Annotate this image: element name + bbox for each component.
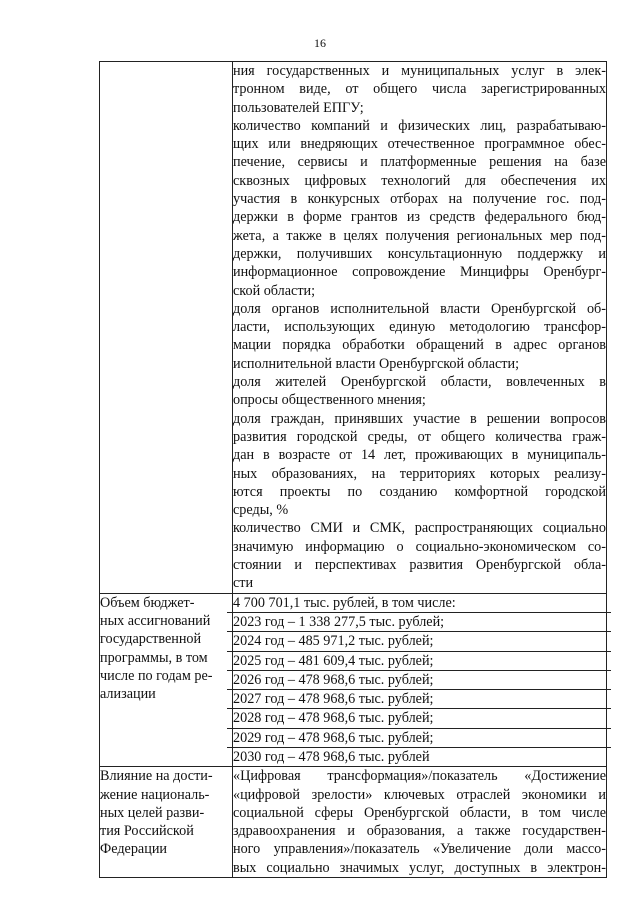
row2-value-cell [233,593,607,767]
national-goals-label-line: тия Российской [100,823,194,840]
row1-label-cell [100,62,233,594]
national-goals-label-line: ных целей разви- [100,804,205,821]
indicators-text-line: исполнительной власти Оренбургской области; [233,355,520,372]
national-goals-label-line: Влияние на дости- [100,768,213,785]
indicators-text-line: доля органов исполнительной власти Оренбургской об- [233,300,606,317]
national-goals-text-line: ного управления»/показатель «Увеличение доли массо- [233,841,606,858]
national-goals-text [233,767,606,877]
budget-label-line: государственной [100,631,202,648]
indicators-text-line: сквозных цифровых технологий для обеспечения их [233,172,606,189]
row3-value-cell [233,767,607,878]
indicators-text-line: значимую информацию о социально-экономическом со- [233,538,606,555]
row1-value-cell [233,62,607,594]
budget-year-line: 2030 год – 478 968,6 тыс. рублей [233,748,430,765]
indicators-text-line: информационное сопровождение Минцифры Оренбург- [233,264,606,281]
budget-total: 4 700 701,1 тыс. рублей, в том числе: [227,594,611,613]
budget-label-line: ных ассигнований [100,612,211,629]
indicators-text-line: стоянии и перспективах развития Оренбургской обла- [233,557,606,574]
table-row-budget [100,593,607,767]
national-goals-label [100,767,232,858]
indicators-text-line: печение, сервисы и платформенные решения на базе [233,154,606,171]
budget-years-list [233,613,606,766]
national-goals-label-line: Федерации [100,841,168,858]
budget-label-line: ализации [100,686,156,703]
table-row-national-goals [100,767,607,878]
indicators-text-line: доля граждан, принявших участие в решении вопросов [233,410,606,427]
indicators-text-line: доля жителей Оренбургской области, вовлеченных в [233,374,606,391]
indicators-text [233,62,606,593]
budget-year-line: 2025 год – 481 609,4 тыс. рублей; [227,652,611,671]
national-goals-text-line: «цифровой зрелости» ключевых отраслей экономики и [233,786,606,803]
budget-year-line: 2024 год – 485 971,2 тыс. рублей; [227,632,611,651]
indicators-text-line: жета, а также в целях получения региональных мер под- [233,227,606,244]
indicators-text-line: дан в возрасте от 14 лет, проживающих в муниципаль- [233,447,606,464]
national-goals-text-line: социальной сферы Оренбургской области, в том числе [233,804,606,821]
budget-year-line: 2029 год – 478 968,6 тыс. рублей; [227,729,611,748]
budget-label-line: числе по годам ре- [100,667,213,684]
page-number: 16 [314,36,326,50]
budget-year-line: 2027 год – 478 968,6 тыс. рублей; [227,690,611,709]
indicators-text-line: держки, получивших консультационную поддержку и [233,245,606,262]
indicators-text-line: развития городской среды, от общего количества граж- [233,428,606,445]
national-goals-label-line: жение националь- [100,786,210,803]
indicators-text-line: количество СМИ и СМК, распространяющих социально [233,520,606,537]
indicators-text-line: количество компаний и физических лиц, разрабатываю- [233,117,606,134]
table-row-indicators [100,62,607,594]
row3-label-cell [100,767,233,878]
indicators-text-line: мации порядка обработки обращений в адрес органов [233,337,606,354]
national-goals-text-line: «Цифровая трансформация»/показатель «Достижение [233,768,606,785]
indicators-text-line: ются проекты по созданию комфортной городской [233,483,606,500]
row2-label-cell [100,593,233,767]
indicators-text-line: сти [233,575,254,592]
indicators-text-line: пользователей ЕПГУ; [233,99,364,116]
indicators-text-line: держки в форме грантов из средств федерального бюд- [233,209,606,226]
budget-label-line: программы, в том [100,649,208,666]
budget-year-line: 2026 год – 478 968,6 тыс. рублей; [227,671,611,690]
indicators-text-line: щих или внедряющих отечественное программное обес- [233,136,606,153]
program-passport-table [99,61,607,878]
indicators-text-line: среды, % [233,502,289,519]
budget-label [100,594,232,704]
indicators-text-line: ных образованиях, на территориях которых реализу- [233,465,606,482]
budget-label-line: Объем бюджет- [100,594,195,611]
indicators-text-line: опросы общественного мнения; [233,392,426,409]
indicators-text-line: ния государственных и муниципальных услуг в элек- [233,63,606,79]
budget-year-line: 2028 год – 478 968,6 тыс. рублей; [227,709,611,728]
indicators-text-line: участия в конкурсных отборах на получение гос. под- [233,191,606,208]
indicators-text-line: тронном виде, от общего числа зарегистрированных [233,81,606,98]
national-goals-text-line: здравоохранения и образования, а также государствен- [233,823,606,840]
national-goals-text-line: вых социально значимых услуг, доступных в электрон- [233,859,606,876]
budget-year-line: 2023 год – 1 338 277,5 тыс. рублей; [227,613,611,632]
indicators-text-line: ласти, использующих единую методологию трансфор- [233,319,606,336]
indicators-text-line: ской области; [233,282,316,299]
